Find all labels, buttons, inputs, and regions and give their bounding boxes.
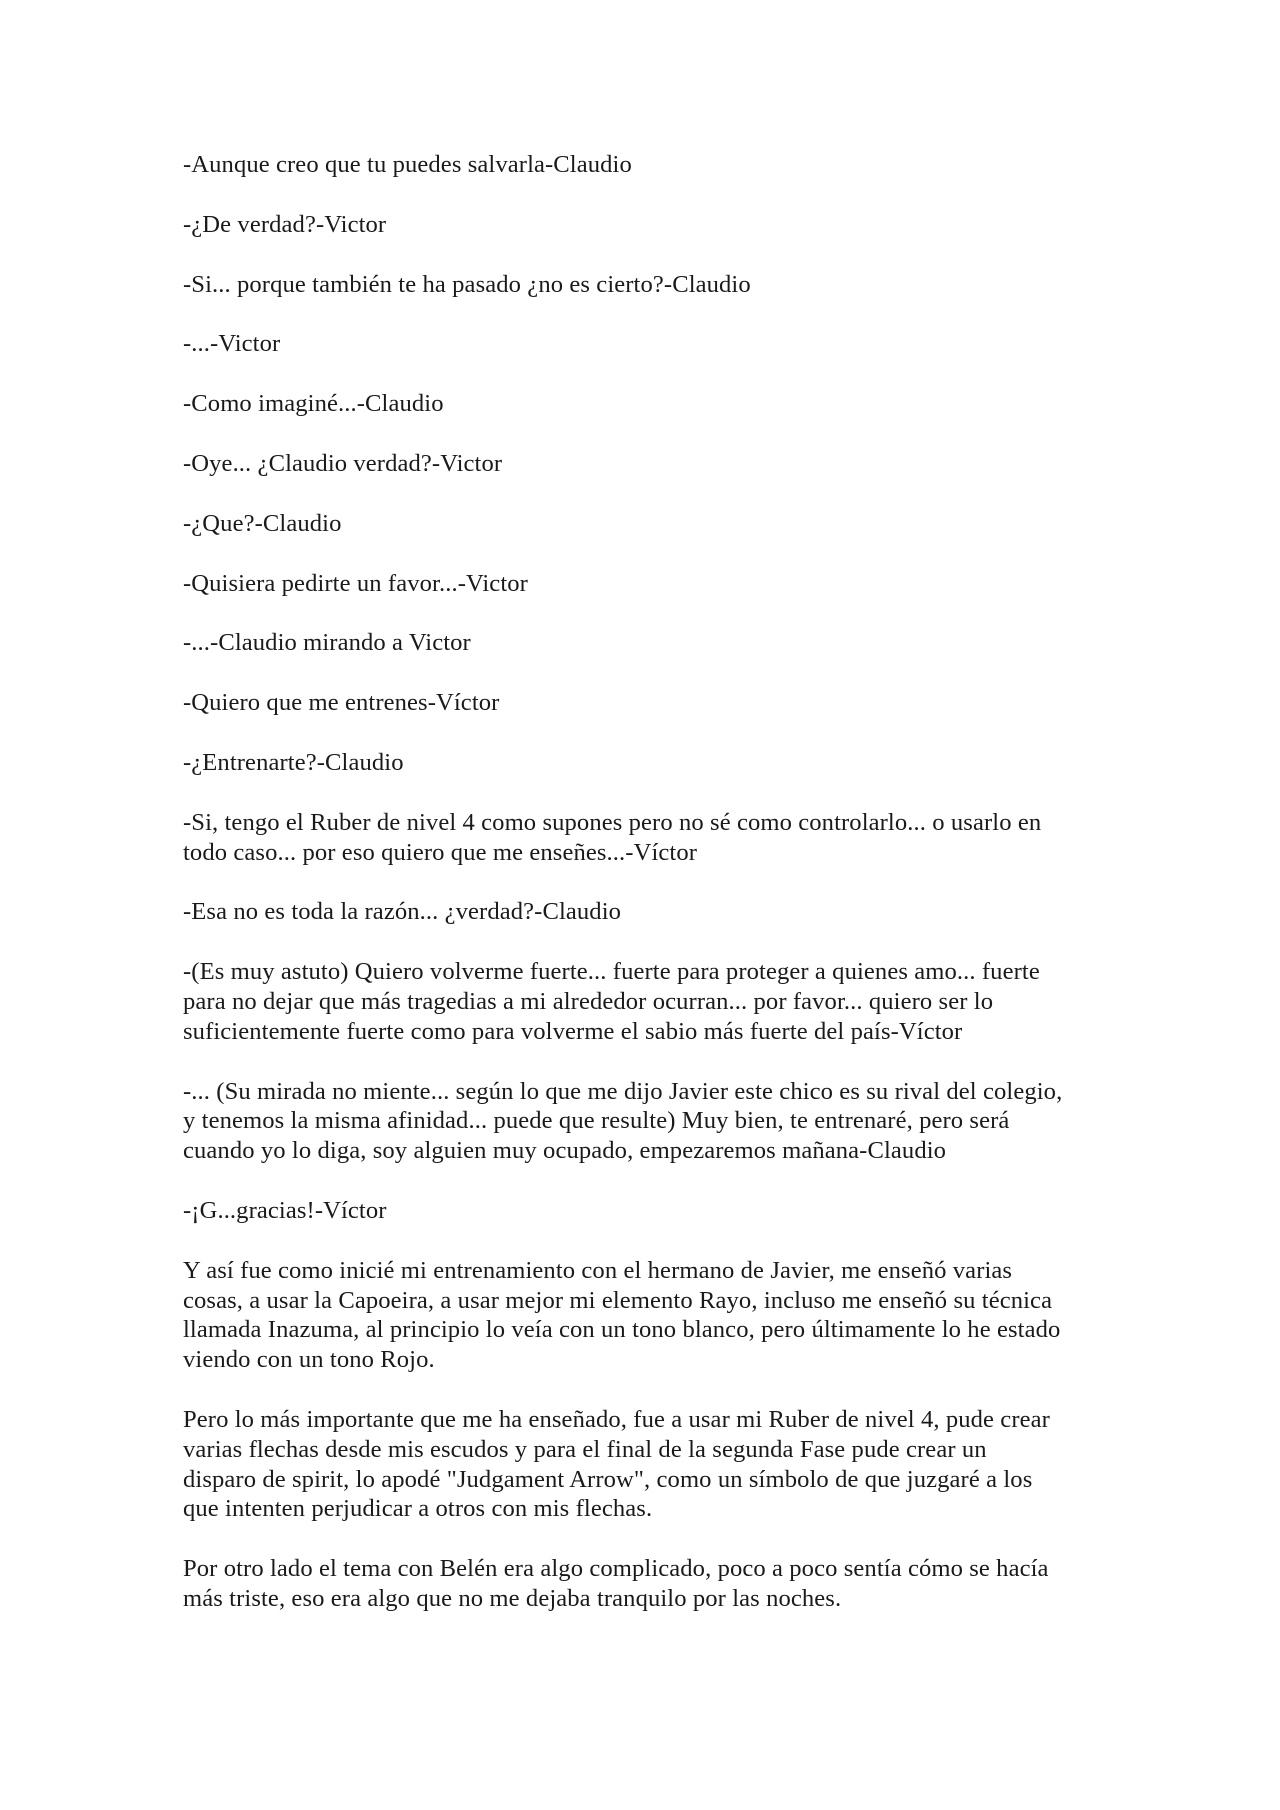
paragraph: -Esa no es toda la razón... ¿verdad?-Claudio [183, 898, 622, 926]
paragraph: Por otro lado el tema con Belén era algo complicado, poco a poco sentía cómo se hacía más triste, eso era algo que no me dejaba tranquilo por las noches. [183, 1555, 1049, 1612]
paragraph: -Como imaginé...-Claudio [183, 390, 444, 418]
paragraph: -¿De verdad?-Victor [183, 210, 387, 238]
paragraph: -(Es muy astuto) Quiero volverme fuerte... fuerte para proteger a quienes amo... fuerte para no dejar que más tragedias a mi alrededor ocurran... por favor... quiero ser lo suficientemente fuerte como para volverme el sabio más fuerte del país-Víctor [183, 958, 1040, 1045]
paragraph: -...-Victor [183, 330, 281, 358]
paragraph: -...-Claudio mirando a Victor [183, 629, 471, 657]
paragraph: -¿Que?-Claudio [183, 509, 342, 537]
paragraph: -¿Entrenarte?-Claudio [183, 748, 404, 776]
paragraph: -¡G...gracias!-Víctor [183, 1196, 387, 1224]
paragraph: Y así fue como inicié mi entrenamiento con el hermano de Javier, me enseñó varias cosas, a usar la Capoeira, a usar mejor mi elemento Rayo, incluso me enseñó su técnica llamada Inazuma, al principio lo veía con un tono blanco, pero últimamente lo he estado viendo con un tono Rojo. [183, 1256, 1061, 1374]
paragraph: -Quiero que me entrenes-Víctor [183, 689, 500, 717]
paragraph: -... (Su mirada no miente... según lo que me dijo Javier este chico es su rival del colegio, y tenemos la misma afinidad... puede que resulte) Muy bien, te entrenaré, pero será cuando yo lo diga, soy alguien muy ocupado, empezaremos mañana-Claudio [183, 1077, 1063, 1165]
paragraph: -Quisiera pedirte un favor...-Victor [183, 569, 528, 597]
paragraph: -Si, tengo el Ruber de nivel 4 como supones pero no sé como controlarlo... o usarlo en todo caso... por eso quiero que me enseñes...-Víctor [183, 808, 1042, 866]
paragraph: -Si... porque también te ha pasado ¿no es cierto?-Claudio [183, 270, 751, 298]
paragraph: -Aunque creo que tu puedes salvarla-Claudio [183, 151, 632, 178]
paragraph: -Oye... ¿Claudio verdad?-Victor [183, 449, 503, 477]
document-body [183, 150, 1113, 1644]
paragraph: Pero lo más importante que me ha enseñado, fue a usar mi Ruber de nivel 4, pude crear varias flechas desde mis escudos y para el final de la segunda Fase pude crear un disparo de spirit, lo apodé "Judgament Arrow", como un símbolo de que juzgaré a los que intenten perjudicar a otros con mis flechas. [183, 1405, 1050, 1523]
